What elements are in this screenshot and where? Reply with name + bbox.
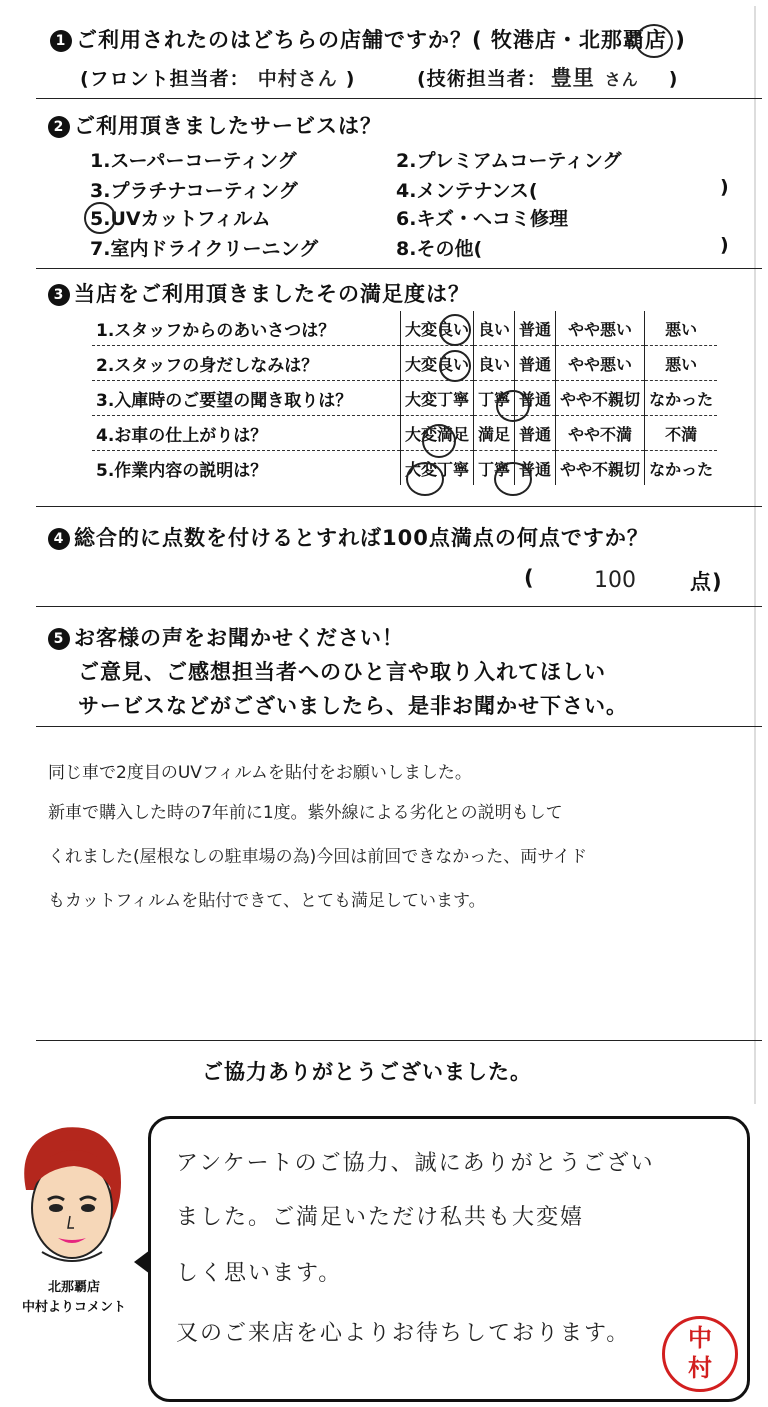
table-row: 4.お車の仕上がりは？ 大変満足 満足 普通 やや不満 不満 [92,416,717,451]
service-2: 2.プレミアムコーティング [396,150,622,172]
comment-line-3: くれました(屋根なしの駐車場の為)今回は前回できなかった、両サイド [48,847,588,867]
reply-line-1: アンケートのご協力、誠にありがとうござい [176,1151,655,1176]
store-circle [635,24,673,58]
survey-card [14,6,756,1104]
score-value: 100 [594,568,636,593]
name-stamp: 中 村 [662,1316,738,1392]
answer-circle [406,462,444,496]
q5-sub-1: ご意見、ご感想担当者へのひと言や取り入れてほしい [78,660,606,684]
question-number: 3 [48,284,70,306]
score-open: ( [524,566,535,590]
question-number: 4 [48,528,70,550]
service-8-close: ) [720,234,729,256]
caption-store: 北那覇店 [47,1280,100,1295]
comment-line-1: 同じ車で2度目のUVフィルムを貼付をお願いしました。 [48,763,472,783]
table-row: 1.スタッフからのあいさつは？ 大変良い 良い 普通 やや悪い 悪い [92,311,717,346]
question-4: 4 総合的に点数を付けるとすれば100点満点の何点ですか？ [48,522,649,552]
divider [36,268,762,269]
reply-line-4: 又のご来店を心よりお待ちしております。 [176,1321,631,1346]
divider [36,98,762,99]
score-unit: 点) [690,570,723,594]
comment-line-4: もカットフィルムを貼付できて、とても満足しています。 [48,891,486,911]
answer-circle [439,350,471,382]
question-2: 2 ご利用頂きましたサービスは？ [48,110,382,140]
staff-line: (フロント担当者： 中村さん ) (技術担当者： 豊里 さん ) [80,66,679,90]
answer-circle [422,424,456,458]
service-6: 6.キズ・ヘコミ修理 [396,208,569,230]
answer-circle [496,390,530,422]
service-5-circle [84,202,116,234]
tech-staff-name: 豊里 [550,66,595,90]
question-number: 5 [48,628,70,650]
question-3: 3 当店をご利用頂きましたその満足度は？ [48,278,470,308]
reply-line-2: ました。ご満足いただけ私共も大変嬉 [176,1205,585,1230]
service-1: 1.スーパーコーティング [90,150,297,172]
question-number: 1 [50,30,72,52]
q5-sub-2: サービスなどがございましたら、是非お聞かせ下さい。 [78,694,628,718]
front-staff-name: 中村さん [257,68,338,90]
staff-avatar [12,1120,130,1270]
service-7: 7.室内ドライクリーニング [90,238,319,260]
service-3: 3.プラチナコーティング [90,180,298,202]
service-4-close: ) [720,176,729,198]
question-5: 5 お客様の声をお聞かせください！ [48,622,404,652]
thanks-text: ご協力ありがとうございました。 [202,1060,532,1084]
divider [36,606,762,607]
divider [36,506,762,507]
service-8: 8.その他( [396,238,483,260]
table-row: 5.作業内容の説明は？ 大変丁寧 丁寧 普通 やや不親切 なかった [92,451,717,486]
service-4: 4.メンテナンス( [396,180,538,202]
comment-line-2: 新車で購入した時の7年前に1度。紫外線による劣化との説明もして [48,803,563,823]
satisfaction-table [92,311,717,485]
table-row: 2.スタッフの身だしなみは？ 大変良い 良い 普通 やや悪い 悪い [92,346,717,381]
answer-circle-crossed [494,462,532,496]
question-number: 2 [48,116,70,138]
divider [36,1040,762,1041]
question-1: 1 ご利用されたのはどちらの店舗ですか？( 牧港店・北那覇店 ) [50,24,686,54]
service-5: 5.UVカットフィルム [90,208,271,230]
reply-line-3: しく思います。 [176,1261,343,1286]
divider [36,726,762,727]
caption-name: 中村よりコメント [21,1300,126,1315]
answer-circle [439,314,471,346]
table-row: 3.入庫時のご要望の聞き取りは？ 大変丁寧 丁寧 普通 やや不親切 なかった [92,381,717,416]
